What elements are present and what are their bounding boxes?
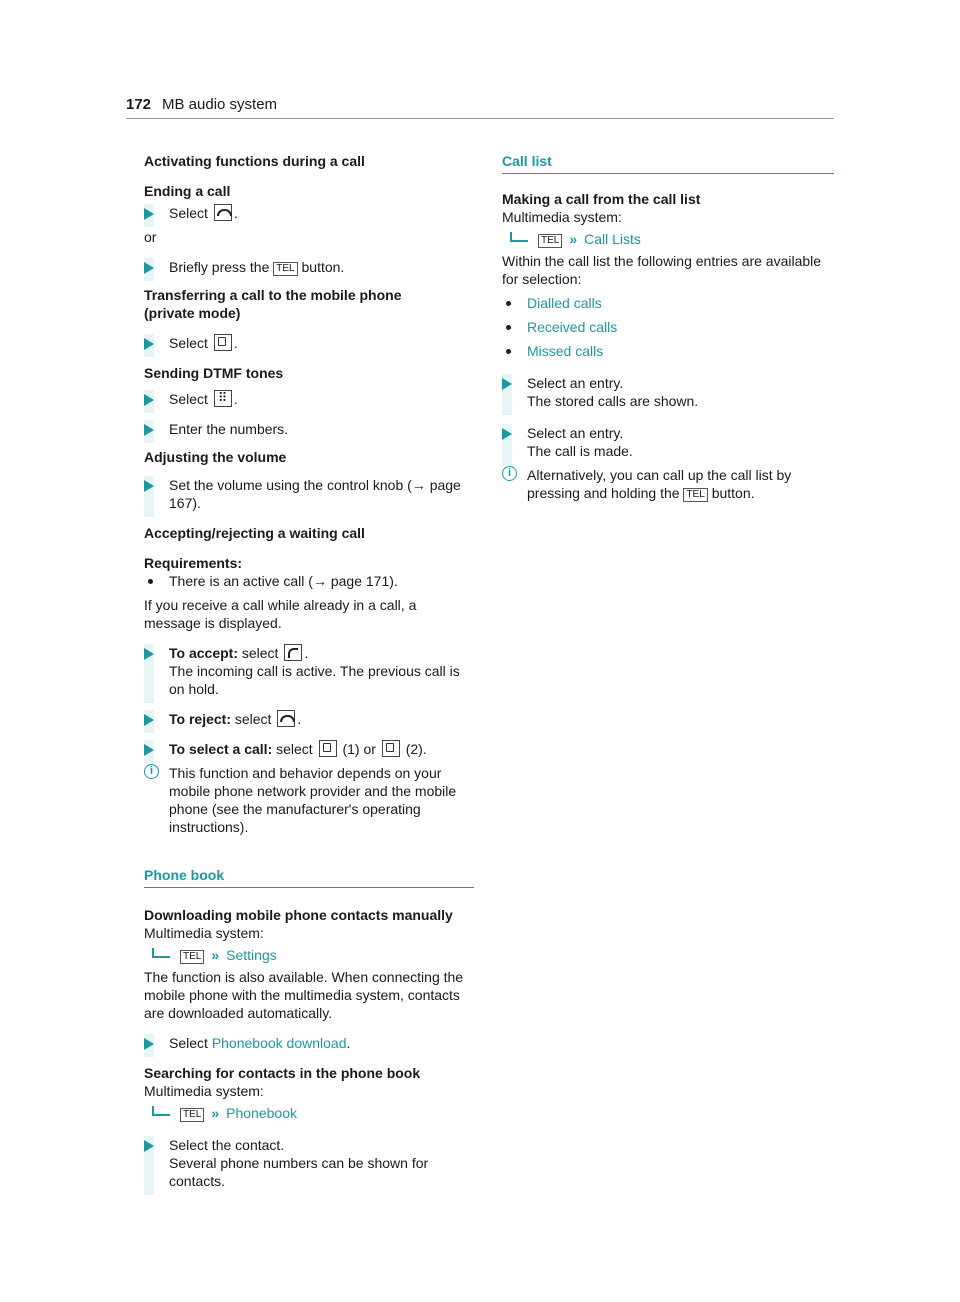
tel-key-icon: TEL [683, 488, 707, 502]
subheading: Adjusting the volume [144, 449, 287, 465]
list-item [502, 342, 834, 360]
arrow-icon [144, 1140, 154, 1152]
step: Set the volume using the control knob (→ page 167). [144, 476, 474, 512]
path-arrow-icon [152, 1106, 170, 1116]
step: Select . [144, 334, 474, 352]
menu-path [502, 230, 834, 248]
section-title: Call list [502, 152, 834, 174]
tel-key-icon: TEL [538, 234, 562, 248]
note: i Alternatively, you can call up the call list by pressing and holding the TEL button. [502, 466, 834, 502]
step: Briefly press the TEL button. [144, 258, 474, 276]
requirement-item: There is an active call (→ page 171). [144, 572, 474, 590]
entry-received-calls[interactable]: Received calls [527, 319, 618, 335]
step: Select the contact. Several phone numbers can be shown for contacts. [144, 1136, 474, 1190]
chevron-icon: » [211, 947, 220, 963]
mobile-phone-icon [214, 334, 232, 351]
requirements-label: Requirements: [144, 555, 243, 571]
info-icon: i [502, 466, 517, 481]
chevron-icon: » [211, 1105, 220, 1121]
step: Select an entry. The stored calls are shown. [502, 374, 834, 410]
arrow-icon [144, 424, 154, 436]
accept-call-icon [284, 644, 302, 661]
arrow-icon [144, 744, 154, 756]
tel-key-icon: TEL [180, 950, 204, 964]
menu-item-settings[interactable]: Settings [226, 947, 277, 963]
or-text: or [144, 229, 157, 245]
list-item [502, 318, 834, 336]
page-number: 172 [126, 96, 152, 113]
tel-key-icon: TEL [273, 262, 297, 276]
arrow-icon [144, 208, 154, 220]
subheading: Accepting/rejecting a waiting call [144, 525, 365, 541]
mobile-phone-icon [382, 740, 400, 757]
arrow-icon [144, 1038, 154, 1050]
multimedia-label: Multimedia system: [144, 925, 264, 941]
hang-up-icon [214, 204, 232, 221]
subheading: Downloading mobile phone contacts manually [144, 907, 453, 923]
paragraph: If you receive a call while already in a call, a message is displayed. [144, 597, 417, 631]
right-column [502, 152, 834, 502]
section-heading: Activating functions during a call [144, 153, 365, 169]
step: To accept: select . The incoming call is active. The previous call is on hold. [144, 644, 474, 698]
subheading: Searching for contacts in the phone book [144, 1065, 421, 1081]
info-icon: i [144, 764, 159, 779]
note: i This function and behavior depends on your mobile phone network provider and the mobile phone (see the manufacturer's operating instructions). [144, 764, 474, 836]
arrow-icon [144, 480, 154, 492]
subheading: Making a call from the call list [502, 191, 701, 207]
step: Enter the numbers. [144, 420, 474, 438]
arrow-icon [502, 378, 512, 390]
section-title: Phone book [144, 866, 474, 888]
step: Select Phonebook download. [144, 1034, 474, 1052]
entry-missed-calls[interactable]: Missed calls [527, 343, 604, 359]
step: To select a call: select (1) or (2). [144, 740, 474, 758]
multimedia-label: Multimedia system: [502, 209, 622, 225]
path-arrow-icon [510, 232, 528, 242]
entry-dialled-calls[interactable]: Dialled calls [527, 295, 602, 311]
paragraph: The function is also available. When connecting the mobile phone with the multimedia system, contacts are downloaded automatically. [144, 969, 464, 1021]
menu-item-phonebook[interactable]: Phonebook [226, 1105, 297, 1121]
left-column [144, 152, 474, 1190]
keypad-icon [214, 390, 232, 407]
paragraph: Within the call list the following entries are available for selection: [502, 253, 822, 287]
menu-item-phonebook-download[interactable]: Phonebook download [211, 1035, 347, 1051]
step: Select an entry. The call is made. [502, 424, 834, 460]
arrow-icon [144, 262, 154, 274]
arrow-icon [502, 428, 512, 440]
chevron-icon: » [569, 231, 578, 247]
menu-item-call-lists[interactable]: Call Lists [584, 231, 641, 247]
tel-key-icon: TEL [180, 1108, 204, 1122]
hang-up-icon [277, 710, 295, 727]
mobile-phone-icon [319, 740, 337, 757]
step: Select ⠿ . [144, 390, 474, 408]
path-arrow-icon [152, 948, 170, 958]
step: Select . [144, 204, 474, 222]
subheading: Sending DTMF tones [144, 365, 284, 381]
page-title: MB audio system [162, 96, 278, 113]
arrow-icon [144, 714, 154, 726]
arrow-icon [144, 394, 154, 406]
multimedia-label: Multimedia system: [144, 1083, 264, 1099]
list-item [502, 294, 834, 312]
arrow-icon [144, 338, 154, 350]
menu-path [144, 1104, 474, 1122]
page-header [126, 96, 834, 119]
subheading: Ending a call [144, 183, 231, 199]
step: To reject: select . [144, 710, 474, 728]
subheading: Transferring a call to the mobile phone (private mode) [144, 287, 402, 321]
arrow-icon [144, 648, 154, 660]
menu-path [144, 946, 474, 964]
